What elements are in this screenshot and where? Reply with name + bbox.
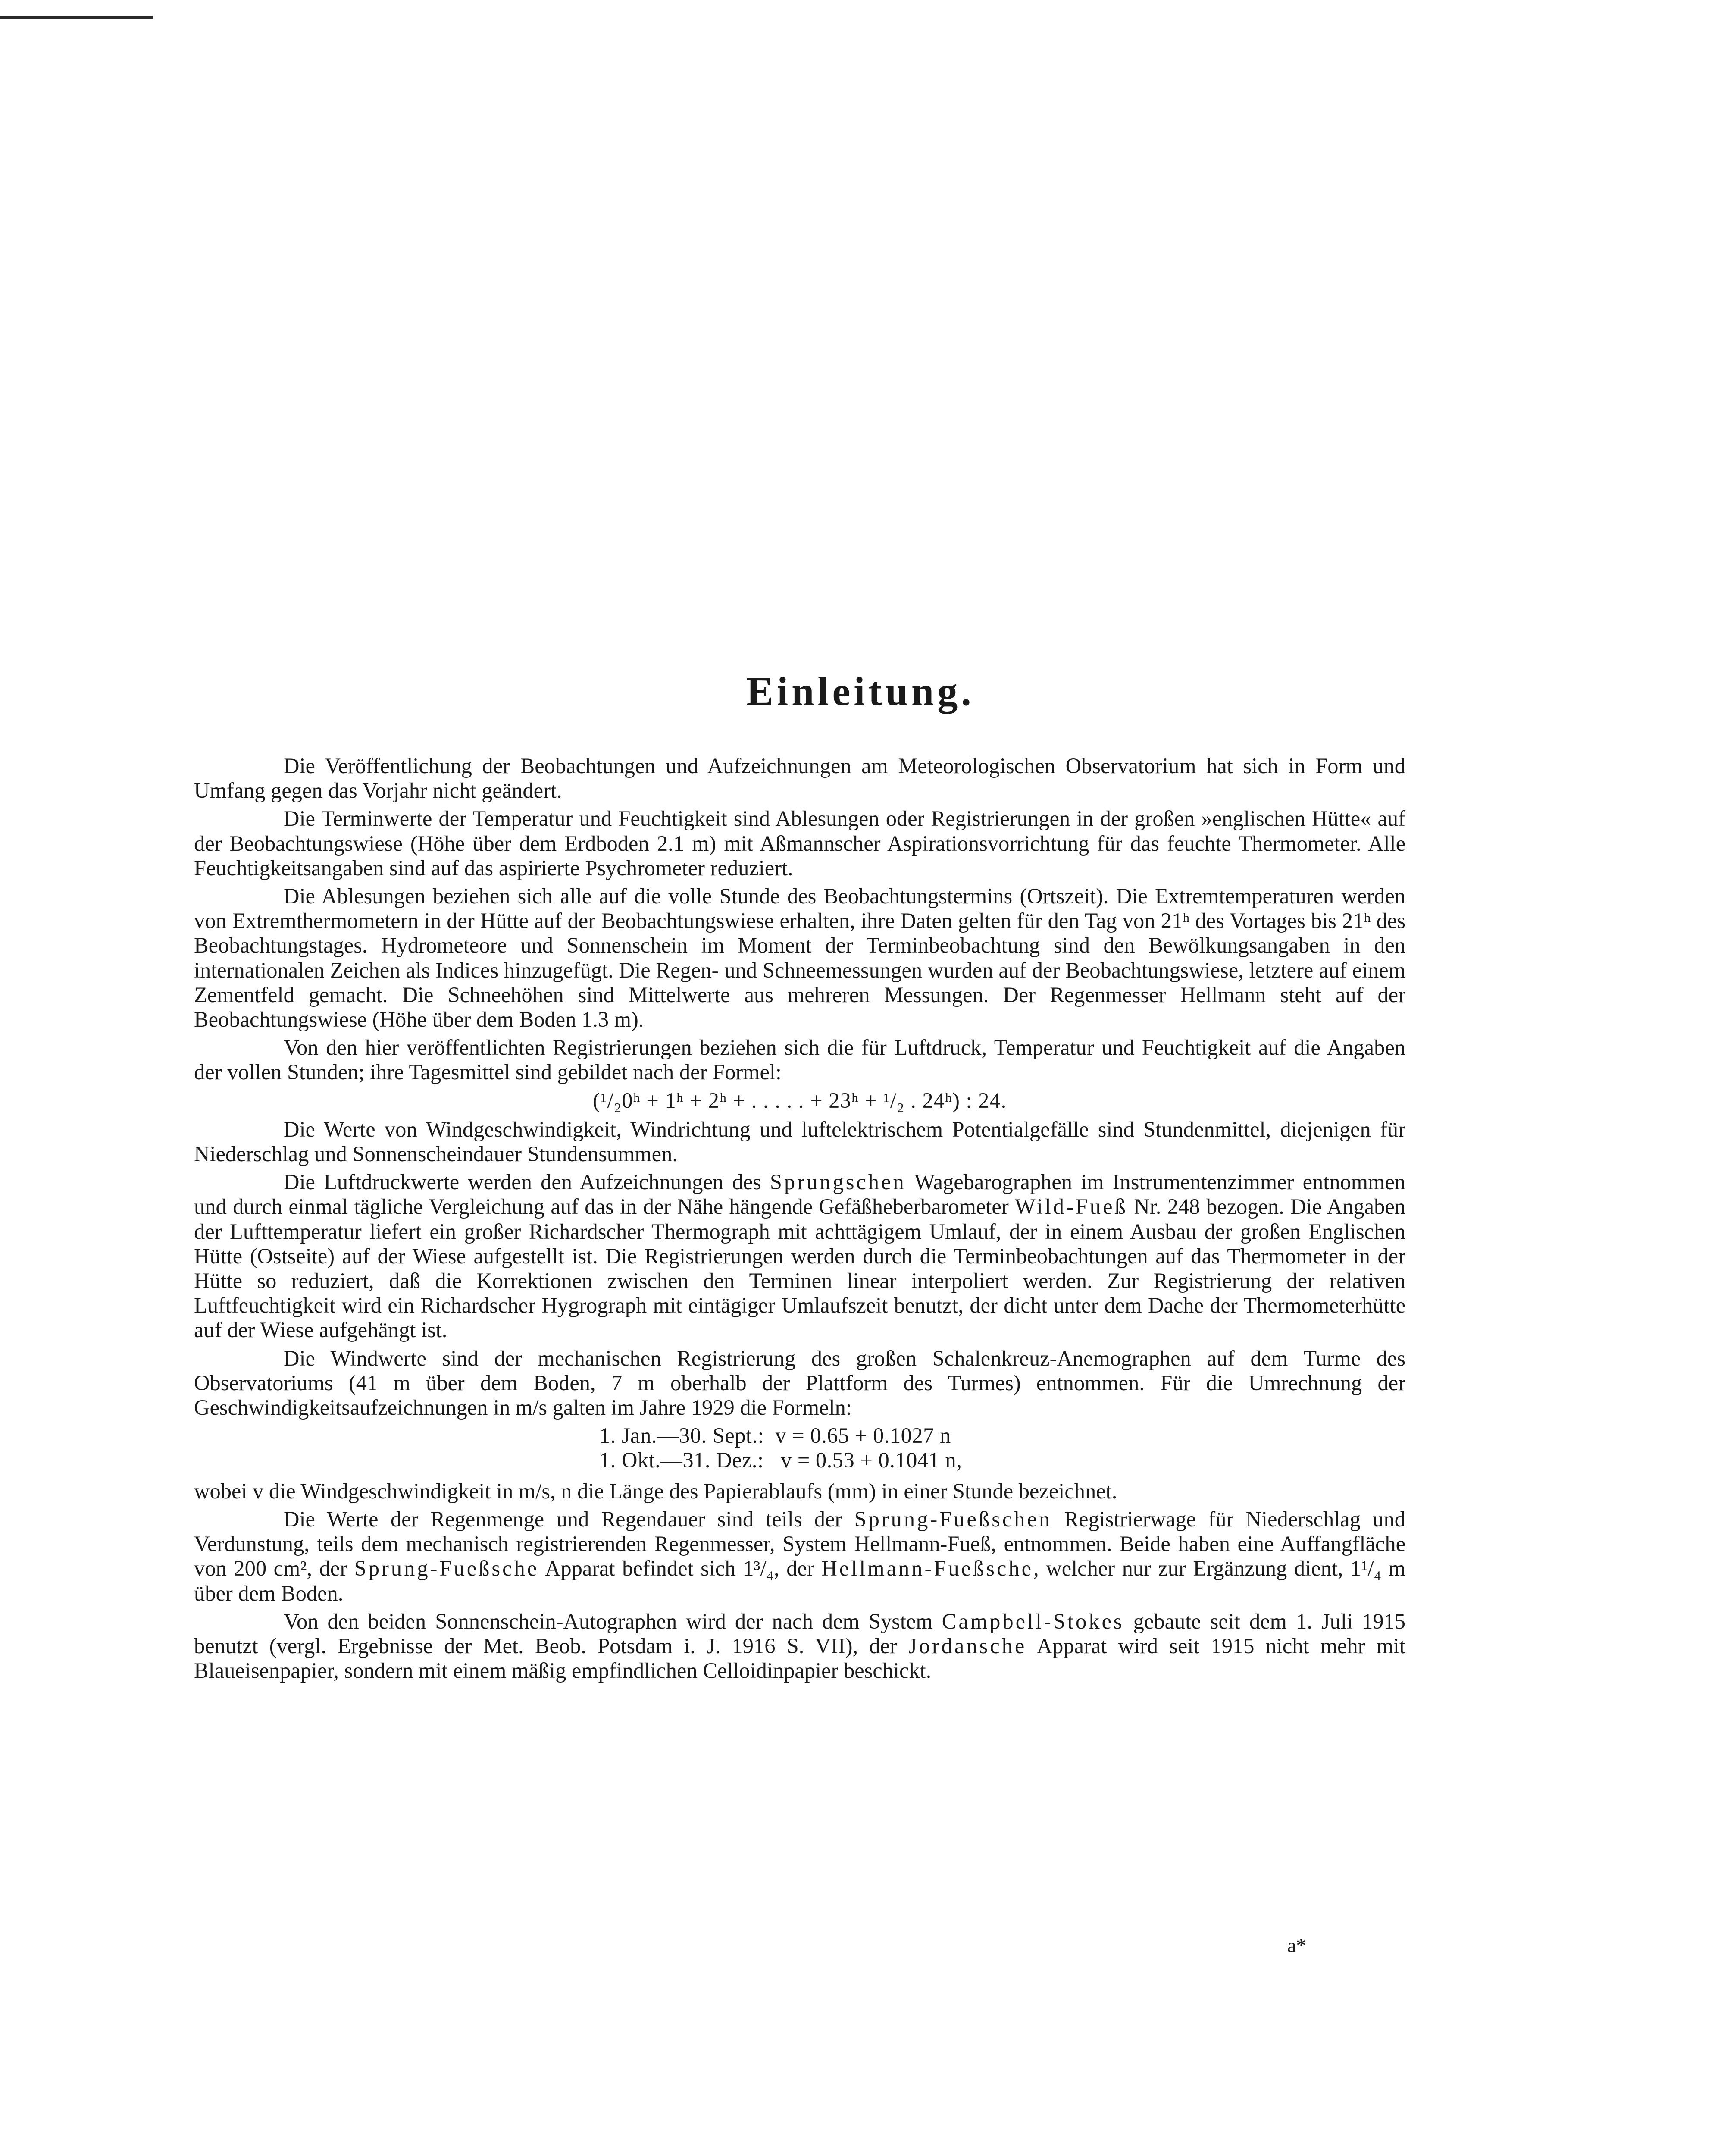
sun-name-jordan: Jordansche: [908, 1633, 1027, 1658]
paragraph-terminal-values: Die Terminwerte der Temperatur und Feuchtigkeit sind Ablesungen oder Registrierungen in der großen »englischen Hütte« auf der Beobachtungswiese (Höhe über dem Erdboden 2.1 m) mit Aßmannscher Aspirationsvorrichtung für das feuchte Thermometer. Alle Feuchtigkeitsangaben sind auf das aspirierte Psychrometer reduziert.: [194, 806, 1405, 880]
sun-text-1: Von den beiden Sonnenschein-Autographen wird der nach dem System: [284, 1609, 942, 1633]
pressure-text-1: Die Luftdruckwerte werden den Aufzeichnungen des: [284, 1170, 770, 1194]
body-text: [194, 754, 1405, 1686]
rain-text-3: Apparat befindet sich 1³/₄, der: [539, 1556, 822, 1581]
paragraph-wind: Die Windwerte sind der mechanischen Registrierung des großen Schalenkreuz-Anemographen auf dem Turme des Observatoriums (41 m über dem Boden, 7 m oberhalb der Plattform des Turmes) entnommen. Für die Umrechnung der Geschwindigkeitsaufzeichnungen in m/s galten im Jahre 1929 die Formeln:: [194, 1346, 1405, 1420]
top-rule: [0, 16, 153, 19]
rain-name-sprung-fuess: Sprung-Fueßschen: [854, 1507, 1052, 1531]
rain-text-4: , welcher nur zur Ergänzung dient, 1¹/₄ m über dem Boden.: [194, 1556, 1405, 1605]
wind-formula-line: 1. Jan.—30. Sept.: v = 0.65 + 0.1027 n: [599, 1423, 951, 1448]
sun-name-campbell-stokes: Campbell-Stokes: [942, 1609, 1124, 1633]
pressure-text-2: Wagebarographen im Instrumentenzimmer entnommen und durch einmal tägliche Vergleichung auf das in der Nähe hängende Gefäßheberbarometer: [194, 1170, 1405, 1219]
wind-formulas: [194, 1423, 1405, 1473]
rain-text-2: Registrierwage für Niederschlag und Verdunstung, teils dem mechanisch registrierenden Regenmesser, System Hellmann-Fueß, entnommen. Beide haben eine Auffangfläche von 200 cm², der: [194, 1507, 1405, 1581]
paragraph-rain: [194, 1507, 1405, 1606]
paragraph-hourly-means: Die Werte von Windgeschwindigkeit, Windrichtung und luftelektrischem Potentialgefälle sind Stundenmittel, diejenigen für Niederschlag und Sonnenscheindauer Stundensummen.: [194, 1117, 1405, 1166]
wind-formula-line: 1. Okt.—31. Dez.: v = 0.53 + 0.1041 n,: [599, 1448, 962, 1473]
pressure-name-sprung: Sprungschen: [770, 1170, 906, 1194]
pressure-text-3: Nr. 248 bezogen. Die Angaben der Lufttemperatur liefert ein großer Richardscher Thermograph mit achttägigem Umlauf, der in einem Ausbau der großen Englischen Hütte (Ostseite) auf der Wiese aufgestellt ist. Die Registrierungen werden durch die Terminbeobachtungen auf das Thermometer in der Hütte so reduziert, daß die Korrektionen zwischen den Terminen linear interpoliert werden. Zur Registrierung der relativen Luftfeuchtigkeit wird ein Richardscher Hygrograph mit eintägiger Umlaufszeit benutzt, der dicht unter dem Dache der Thermometerhütte auf der Wiese aufgehängt ist.: [194, 1194, 1406, 1342]
paragraph-air-pressure: [194, 1170, 1405, 1342]
paragraph-publication: Die Veröffentlichung der Beobachtungen und Aufzeichnungen am Meteorologischen Observatorium hat sich in Form und Umfang gegen das Vorjahr nicht geändert.: [194, 754, 1405, 803]
paragraph-sunshine: [194, 1609, 1405, 1683]
sun-text-3: Apparat wird seit 1915 nicht mehr mit Blaueisenpapier, sondern mit einem mäßig empfindlichen Celloidinpapier beschickt.: [194, 1633, 1405, 1683]
signature-mark: a*: [1287, 1934, 1306, 1956]
rain-name-hellmann-fuess: Hellmann-Fueßsche: [821, 1556, 1034, 1581]
paragraph-wind-note: wobei v die Windgeschwindigkeit in m/s, n die Länge des Papierablaufs (mm) in einer Stunde bezeichnet.: [194, 1479, 1117, 1503]
page-title: Einleitung.: [746, 669, 975, 714]
rain-text-1: Die Werte der Regenmenge und Regendauer sind teils der: [284, 1507, 854, 1531]
paragraph-readings: Die Ablesungen beziehen sich alle auf die volle Stunde des Beobachtungstermins (Ortszeit). Die Extremtemperaturen werden von Extremthermometern in der Hütte auf der Beobachtungswiese erhalten, ihre Daten gelten für den Tag von 21ʰ des Vortages bis 21ʰ des Beobachtungstages. Hydrometeore und Sonnenschein im Moment der Terminbeobachtung sind den Bewölkungsangaben in den internationalen Zeichen als Indices hinzugefügt. Die Regen- und Schneemessungen wurden auf der Beobachtungswiese, letztere auf einem Zementfeld gemacht. Die Schneehöhen sind Mittelwerte aus mehreren Messungen. Der Regenmesser Hellmann steht auf der Beobachtungswiese (Höhe über dem Boden 1.3 m).: [194, 884, 1405, 1032]
daily-mean-formula: (¹/₂0ʰ + 1ʰ + 2ʰ + . . . . . + 23ʰ + ¹/₂ . 24ʰ) : 24.: [592, 1088, 1007, 1112]
sun-text-2: gebaute seit dem 1. Juli 1915 benutzt (vergl. Ergebnisse der Met. Beob. Potsdam i. J. 1916 S. VII), der: [194, 1609, 1405, 1658]
paragraph-registrations: Von den hier veröffentlichten Registrierungen beziehen sich die für Luftdruck, Temperatur und Feuchtigkeit auf die Angaben der vollen Stunden; ihre Tagesmittel sind gebildet nach der Formel:: [194, 1035, 1405, 1084]
rain-name-sprung-fuess-apparatus: Sprung-Fueßsche: [354, 1556, 539, 1581]
pressure-name-wild-fuess: Wild-Fueß: [1015, 1194, 1128, 1219]
